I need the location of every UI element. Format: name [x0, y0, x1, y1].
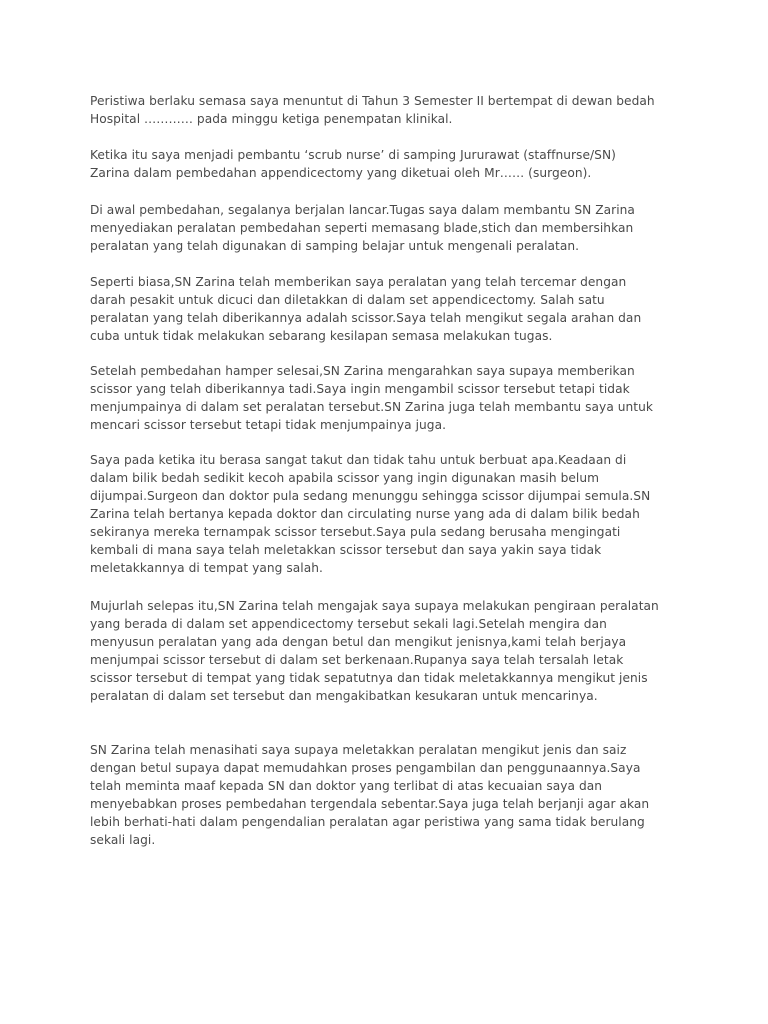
paragraph-1: Peristiwa berlaku semasa saya menuntut di Tahun 3 Semester II bertempat di dewan bedah Hospital ………… pada minggu ketiga penempatan klinikal.	[90, 94, 655, 126]
paragraph-6: Saya pada ketika itu berasa sangat takut dan tidak tahu untuk berbuat apa.Keadaan di dalam bilik bedah sedikit kecoh apabila scissor yang ingin digunakan masih belum dijumpai.Surgeon dan doktor pula sedang menunggu sehingga scissor dijumpai semula.SN Zarina telah bertanya kepada doktor dan circulating nurse yang ada di dalam bilik bedah sekiranya mereka ternampak scissor tersebut.Saya pula sedang berusaha mengingati kembali di mana saya telah meletakkan scissor tersebut dan saya yakin saya tidak meletakkannya di tempat yang salah.	[90, 453, 651, 575]
paragraph-5: Setelah pembedahan hamper selesai,SN Zarina mengarahkan saya supaya memberikan scissor yang telah diberikannya tadi.Saya ingin mengambil scissor tersebut tetapi tidak menjumpainya di dalam set peralatan tersebut.SN Zarina juga telah membantu saya untuk mencari scissor tersebut tetapi tidak menjumpainya juga.	[90, 364, 654, 432]
paragraph-2: Ketika itu saya menjadi pembantu ‘scrub nurse’ di samping Jururawat (staffnurse/SN) Zarina dalam pembedahan appendicectomy yang diketuai oleh Mr…… (surgeon).	[90, 148, 616, 180]
paragraph-4: Seperti biasa,SN Zarina telah memberikan saya peralatan yang telah tercemar dengan darah pesakit untuk dicuci dan diletakkan di dalam set appendicectomy. Salah satu peralatan yang telah diberikannya adalah scissor.Saya telah mengikut segala arahan dan cuba untuk tidak melakukan sebarang kesilapan semasa melakukan tugas.	[90, 275, 642, 343]
paragraph-8: SN Zarina telah menasihati saya supaya meletakkan peralatan mengikut jenis dan saiz dengan betul supaya dapat memudahkan proses pengambilan dan penggunaannya.Saya telah meminta maaf kepada SN dan doktor yang terlibat di atas kecuaian saya dan menyebabkan proses pembedahan tergendala sebentar.Saya juga telah berjanji agar akan lebih berhati-hati dalam pengendalian peralatan agar peristiwa yang sama tidak berulang sekali lagi.	[90, 743, 650, 847]
paragraph-3: Di awal pembedahan, segalanya berjalan lancar.Tugas saya dalam membantu SN Zarina menyediakan peralatan pembedahan seperti memasang blade,stich dan membersihkan peralatan yang telah digunakan di samping belajar untuk mengenali peralatan.	[90, 203, 635, 253]
paragraph-7: Mujurlah selepas itu,SN Zarina telah mengajak saya supaya melakukan pengiraan peralatan yang berada di dalam set appendicectomy tersebut sekali lagi.Setelah mengira dan menyusun peralatan yang ada dengan betul dan mengikut jenisnya,kami telah berjaya menjumpai scissor tersebut di dalam set berkenaan.Rupanya saya telah tersalah letak scissor tersebut di tempat yang tidak sepatutnya dan tidak meletakkannya mengikut jenis peralatan di dalam set tersebut dan mengakibatkan kesukaran untuk mencarinya.	[90, 599, 659, 703]
